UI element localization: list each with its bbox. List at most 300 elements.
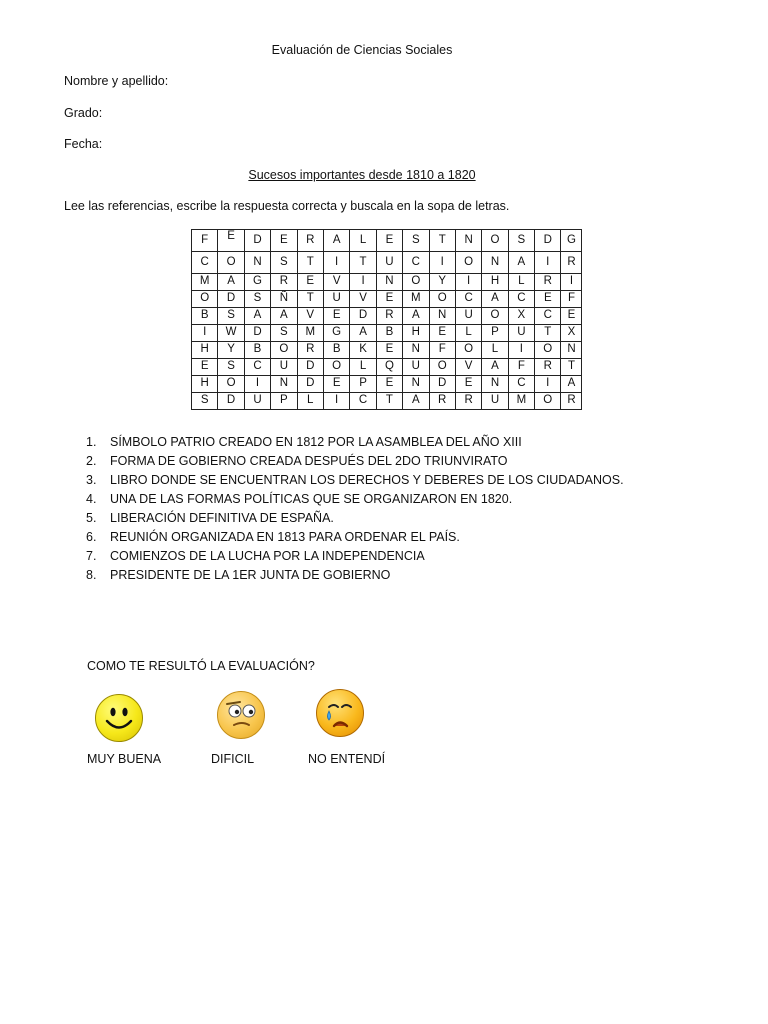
name-label: Nombre y apellido: [64, 74, 169, 88]
grid-letter: A [491, 292, 499, 305]
grid-cell [218, 252, 244, 274]
question-number: 5. [86, 511, 97, 525]
grid-cell [244, 308, 270, 325]
grid-letter: V [306, 309, 315, 322]
grid-cell [218, 325, 244, 342]
grid-cell [376, 308, 402, 325]
grid-row [192, 274, 582, 291]
grid-letter: R [543, 360, 552, 373]
questions-list [86, 433, 686, 585]
question-item [86, 509, 686, 528]
grid-letter: O [437, 360, 447, 373]
grid-letter: D [358, 309, 368, 322]
grid-cell [297, 308, 323, 325]
grid-cell [218, 308, 244, 325]
grid-letter: I [203, 326, 207, 339]
grid-cell [323, 393, 349, 410]
grid-letter: R [464, 394, 473, 407]
question-item [86, 433, 686, 452]
grid-letter: O [543, 343, 553, 356]
grid-letter: U [517, 326, 526, 339]
grid-letter: F [567, 292, 575, 305]
crying-face-icon[interactable] [316, 689, 364, 737]
grid-letter: M [305, 326, 316, 339]
grid-cell [192, 308, 218, 325]
grid-letter: K [359, 343, 367, 356]
grid-cell [297, 393, 323, 410]
grid-cell [350, 274, 376, 291]
grid-cell [192, 252, 218, 274]
grid-cell [429, 252, 455, 274]
grid-cell [482, 308, 508, 325]
grid-cell [376, 376, 402, 393]
grid-letter: E [438, 326, 447, 339]
grid-cell [535, 308, 561, 325]
grid-cell [218, 393, 244, 410]
grid-letter: T [438, 233, 446, 246]
grid-cell [508, 342, 534, 359]
grid-letter: X [517, 309, 526, 322]
grid-cell [271, 308, 297, 325]
grid-letter: I [546, 255, 550, 268]
grid-cell [455, 359, 481, 376]
grid-letter: A [359, 326, 367, 339]
grid-cell [508, 274, 534, 291]
grid-letter: Y [438, 275, 447, 288]
feedback-question: COMO TE RESULTÓ LA EVALUACIÓN? [87, 659, 315, 673]
grid-cell [429, 376, 455, 393]
grid-cell [376, 274, 402, 291]
grid-letter: Y [227, 343, 235, 356]
grid-letter: L [307, 394, 314, 407]
grid-letter: I [546, 377, 550, 390]
grid-cell [244, 230, 270, 252]
grid-cell [508, 393, 534, 410]
grid-cell [429, 325, 455, 342]
grid-cell [561, 325, 582, 342]
grid-letter: D [226, 292, 236, 305]
grid-cell [271, 325, 297, 342]
grid-letter: E [385, 377, 394, 390]
grid-cell [429, 393, 455, 410]
grid-letter: A [517, 255, 526, 268]
grid-letter: V [464, 360, 473, 373]
grid-cell [350, 230, 376, 252]
grid-cell [350, 325, 376, 342]
grid-cell [455, 393, 481, 410]
grid-letter: O [411, 275, 421, 288]
grid-cell [561, 376, 582, 393]
grid-cell [482, 291, 508, 308]
grid-cell [455, 230, 481, 252]
grid-cell [376, 393, 402, 410]
grid-cell [244, 342, 270, 359]
grid-cell [192, 342, 218, 359]
date-label: Fecha: [64, 137, 103, 151]
grid-cell [561, 274, 582, 291]
grid-letter: A [411, 309, 420, 322]
grid-letter: N [567, 343, 576, 356]
grid-row [192, 376, 582, 393]
grid-cell [561, 308, 582, 325]
grid-letter: D [543, 233, 552, 246]
grid-cell [218, 274, 244, 291]
grid-letter: A [567, 377, 576, 390]
grid-letter: M [199, 275, 210, 288]
grid-cell [271, 252, 297, 274]
question-text: SÍMBOLO PATRIO CREADO EN 1812 POR LA ASAMBLEA DEL AÑO XIII [110, 435, 522, 449]
grid-cell [350, 393, 376, 410]
grid-letter: H [490, 275, 500, 288]
grid-cell [535, 325, 561, 342]
grid-letter: L [359, 360, 367, 373]
grid-letter: E [332, 309, 341, 322]
grid-letter: C [411, 255, 420, 268]
grid-letter: E [385, 343, 394, 356]
grid-cell [429, 230, 455, 252]
grid-letter: N [464, 233, 473, 246]
grid-letter: V [359, 292, 367, 305]
grid-cell [323, 325, 349, 342]
grid-letter: N [411, 377, 420, 390]
grid-letter: F [438, 343, 446, 356]
grid-cell [535, 252, 561, 274]
grid-cell [297, 342, 323, 359]
grid-row [192, 252, 582, 274]
grid-cell [218, 342, 244, 359]
grid-cell [297, 230, 323, 252]
grid-cell [403, 393, 429, 410]
grid-cell [271, 342, 297, 359]
grid-cell [482, 230, 508, 252]
grid-letter: R [306, 343, 315, 356]
grid-letter: L [518, 275, 525, 288]
grid-letter: R [438, 394, 447, 407]
grid-letter: L [359, 233, 367, 246]
question-number: 6. [86, 530, 97, 544]
option-label-dificil: DIFICIL [211, 752, 255, 766]
grid-letter: A [227, 275, 235, 288]
grid-cell [429, 291, 455, 308]
grid-letter: G [566, 233, 576, 246]
grid-row [192, 230, 582, 252]
grid-letter: N [438, 309, 447, 322]
question-number: 1. [86, 435, 97, 449]
grid-letter: L [465, 326, 472, 339]
grid-letter: O [490, 233, 500, 246]
option-label-muy-buena: MUY BUENA [87, 752, 162, 766]
grid-cell [323, 274, 349, 291]
grid-letter: N [411, 343, 420, 356]
question-number: 3. [86, 473, 97, 487]
grid-cell [192, 325, 218, 342]
grid-letter: C [253, 360, 262, 373]
page-title: Evaluación de Ciencias Sociales [271, 43, 453, 57]
grid-letter: O [490, 309, 500, 322]
grid-letter: C [517, 377, 526, 390]
grid-row [192, 393, 582, 410]
grid-cell [323, 342, 349, 359]
grid-letter: D [253, 233, 262, 246]
grid-cell [271, 376, 297, 393]
grid-row [192, 342, 582, 359]
grid-letter: P [491, 326, 499, 339]
grid-letter: S [253, 292, 262, 305]
grid-letter: H [411, 326, 420, 339]
grid-letter: A [280, 309, 288, 322]
grid-letter: N [279, 377, 289, 390]
grid-cell [192, 230, 218, 252]
grid-cell [482, 252, 508, 274]
grid-letter: E [385, 292, 394, 305]
grid-cell [429, 274, 455, 291]
grid-letter: B [385, 326, 394, 339]
grid-letter: R [567, 255, 576, 268]
grid-letter: D [438, 377, 447, 390]
grid-cell [561, 230, 582, 252]
grid-letter: H [200, 343, 209, 356]
option-label-no-entendi: NO ENTENDÍ [308, 752, 386, 766]
grid-cell [403, 325, 429, 342]
grid-letter: H [200, 377, 209, 390]
grid-cell [218, 359, 244, 376]
question-text: LIBRO DONDE SE ENCUENTRAN LOS DERECHOS Y DEBERES DE LOS CIUDADANOS. [110, 473, 624, 487]
question-number: 4. [86, 492, 97, 506]
grid-cell [403, 230, 429, 252]
grid-letter: P [280, 394, 288, 407]
grid-cell [561, 291, 582, 308]
grid-letter: T [544, 326, 552, 339]
grid-cell [271, 359, 297, 376]
grid-letter: A [332, 233, 341, 246]
grid-cell [482, 393, 508, 410]
grid-cell [218, 291, 244, 308]
grid-letter: R [567, 394, 576, 407]
grid-letter: U [279, 360, 289, 373]
grid-cell [218, 376, 244, 393]
grid-letter: S [517, 233, 526, 246]
question-text: FORMA DE GOBIERNO CREADA DESPUÉS DEL 2DO TRIUNVIRATO [110, 454, 508, 468]
grid-cell [535, 291, 561, 308]
grid-letter: S [227, 309, 235, 322]
grid-letter: L [491, 343, 499, 356]
grid-cell [455, 342, 481, 359]
grid-letter: U [411, 360, 420, 373]
grid-cell [455, 291, 481, 308]
question-item [86, 452, 686, 471]
grid-cell [297, 376, 323, 393]
grid-letter: I [335, 255, 339, 268]
grid-letter: G [332, 326, 342, 339]
grid-cell [482, 376, 508, 393]
grade-label: Grado: [64, 106, 103, 120]
question-text: PRESIDENTE DE LA 1ER JUNTA DE GOBIERNO [110, 568, 391, 582]
grid-cell [508, 252, 534, 274]
grid-cell [244, 274, 270, 291]
grid-cell [403, 291, 429, 308]
grid-letter: I [361, 275, 365, 288]
grid-cell [297, 252, 323, 274]
grid-cell [297, 274, 323, 291]
question-text: UNA DE LAS FORMAS POLÍTICAS QUE SE ORGANIZARON EN 1820. [110, 492, 513, 506]
grid-letter: E [567, 309, 576, 322]
grid-cell [350, 252, 376, 274]
grid-cell [192, 376, 218, 393]
grid-letter: O [200, 292, 210, 305]
grid-cell [455, 325, 481, 342]
grid-cell [323, 252, 349, 274]
grid-cell [192, 291, 218, 308]
grid-cell [429, 359, 455, 376]
question-number: 7. [86, 549, 97, 563]
grid-cell [350, 376, 376, 393]
grid-letter: I [569, 275, 574, 288]
grid-cell [271, 393, 297, 410]
grid-letter: R [543, 275, 552, 288]
grid-letter: N [385, 275, 394, 288]
grid-cell [218, 230, 244, 252]
grid-letter: I [467, 275, 471, 288]
grid-cell [561, 252, 582, 274]
grid-cell [455, 274, 481, 291]
grid-cell [535, 230, 561, 252]
grid-letter: U [385, 255, 394, 268]
grid-cell [244, 376, 270, 393]
grid-cell [403, 274, 429, 291]
grid-cell [429, 308, 455, 325]
grid-letter: A [491, 360, 499, 373]
grid-cell [535, 274, 561, 291]
grid-cell [376, 230, 402, 252]
question-text: REUNIÓN ORGANIZADA EN 1813 PARA ORDENAR EL PAÍS. [110, 530, 460, 544]
grid-letter: I [440, 255, 444, 268]
question-number: 8. [86, 568, 97, 582]
grid-cell [323, 308, 349, 325]
grid-cell [376, 359, 402, 376]
grid-letter: T [359, 255, 367, 268]
grid-cell [561, 359, 582, 376]
grid-cell [403, 359, 429, 376]
grid-letter: O [226, 255, 236, 268]
grid-cell [535, 393, 561, 410]
grid-cell [535, 359, 561, 376]
grid-letter: T [567, 360, 575, 373]
grid-cell [271, 230, 297, 252]
grid-letter: M [516, 394, 527, 407]
grid-cell [244, 393, 270, 410]
grid-cell [350, 308, 376, 325]
grid-letter: S [280, 326, 288, 339]
grid-cell [455, 252, 481, 274]
question-text: COMIENZOS DE LA LUCHA POR LA INDEPENDENCIA [110, 549, 425, 563]
grid-cell [508, 230, 534, 252]
grid-letter: I [255, 377, 260, 390]
grid-letter: E [227, 229, 235, 242]
question-item [86, 547, 686, 566]
grid-letter: O [437, 292, 447, 305]
grid-cell [403, 308, 429, 325]
grid-letter: R [279, 275, 289, 288]
grid-cell [350, 291, 376, 308]
grid-cell [323, 291, 349, 308]
grid-letter: V [332, 275, 341, 288]
grid-cell [244, 252, 270, 274]
grid-letter: E [200, 360, 209, 373]
grid-letter: B [200, 309, 209, 322]
question-item [86, 471, 686, 490]
section-subtitle: Sucesos importantes desde 1810 a 1820 [248, 168, 476, 182]
grid-letter: A [253, 309, 262, 322]
grid-cell [376, 252, 402, 274]
word-search-grid [191, 229, 582, 410]
grid-letter: E [306, 275, 315, 288]
happy-face-icon[interactable] [95, 694, 143, 742]
grid-cell [508, 291, 534, 308]
grid-letter: C [464, 292, 473, 305]
grid-letter: N [490, 377, 500, 390]
grid-row [192, 359, 582, 376]
grid-letter: N [253, 255, 262, 268]
grid-letter: P [359, 377, 367, 390]
grid-cell [403, 342, 429, 359]
grid-letter: B [332, 343, 341, 356]
grid-letter: R [385, 309, 394, 322]
grid-letter: I [519, 343, 523, 356]
grid-row [192, 308, 582, 325]
grid-letter: T [306, 255, 314, 268]
grid-letter: T [306, 292, 314, 305]
grid-cell [535, 342, 561, 359]
grid-letter: D [226, 394, 236, 407]
grid-letter: D [306, 377, 315, 390]
grid-letter: F [517, 360, 525, 373]
grid-letter: A [411, 394, 420, 407]
grid-cell [323, 376, 349, 393]
question-item [86, 528, 686, 547]
grid-cell [297, 359, 323, 376]
grid-letter: O [279, 343, 289, 356]
grid-letter: O [332, 360, 342, 373]
grid-letter: T [385, 394, 393, 407]
grid-letter: R [306, 233, 315, 246]
grid-cell [271, 291, 297, 308]
grid-cell [455, 376, 481, 393]
grid-cell [561, 342, 582, 359]
grid-cell [482, 274, 508, 291]
confused-face-icon[interactable] [217, 691, 265, 739]
grid-letter: I [335, 394, 339, 407]
grid-letter: D [306, 360, 315, 373]
grid-cell [429, 342, 455, 359]
grid-letter: G [253, 275, 262, 288]
grid-letter: O [226, 377, 236, 390]
grid-letter: U [464, 309, 473, 322]
grid-cell [482, 359, 508, 376]
grid-cell [192, 393, 218, 410]
grid-cell [535, 376, 561, 393]
grid-cell [244, 291, 270, 308]
grid-letter: C [543, 309, 552, 322]
grid-letter: F [201, 233, 209, 246]
grid-letter: E [385, 233, 394, 246]
question-number: 2. [86, 454, 97, 468]
grid-cell [244, 325, 270, 342]
grid-letter: E [332, 377, 341, 390]
grid-cell [508, 376, 534, 393]
grid-cell [508, 325, 534, 342]
grid-letter: O [543, 394, 553, 407]
grid-cell [508, 308, 534, 325]
